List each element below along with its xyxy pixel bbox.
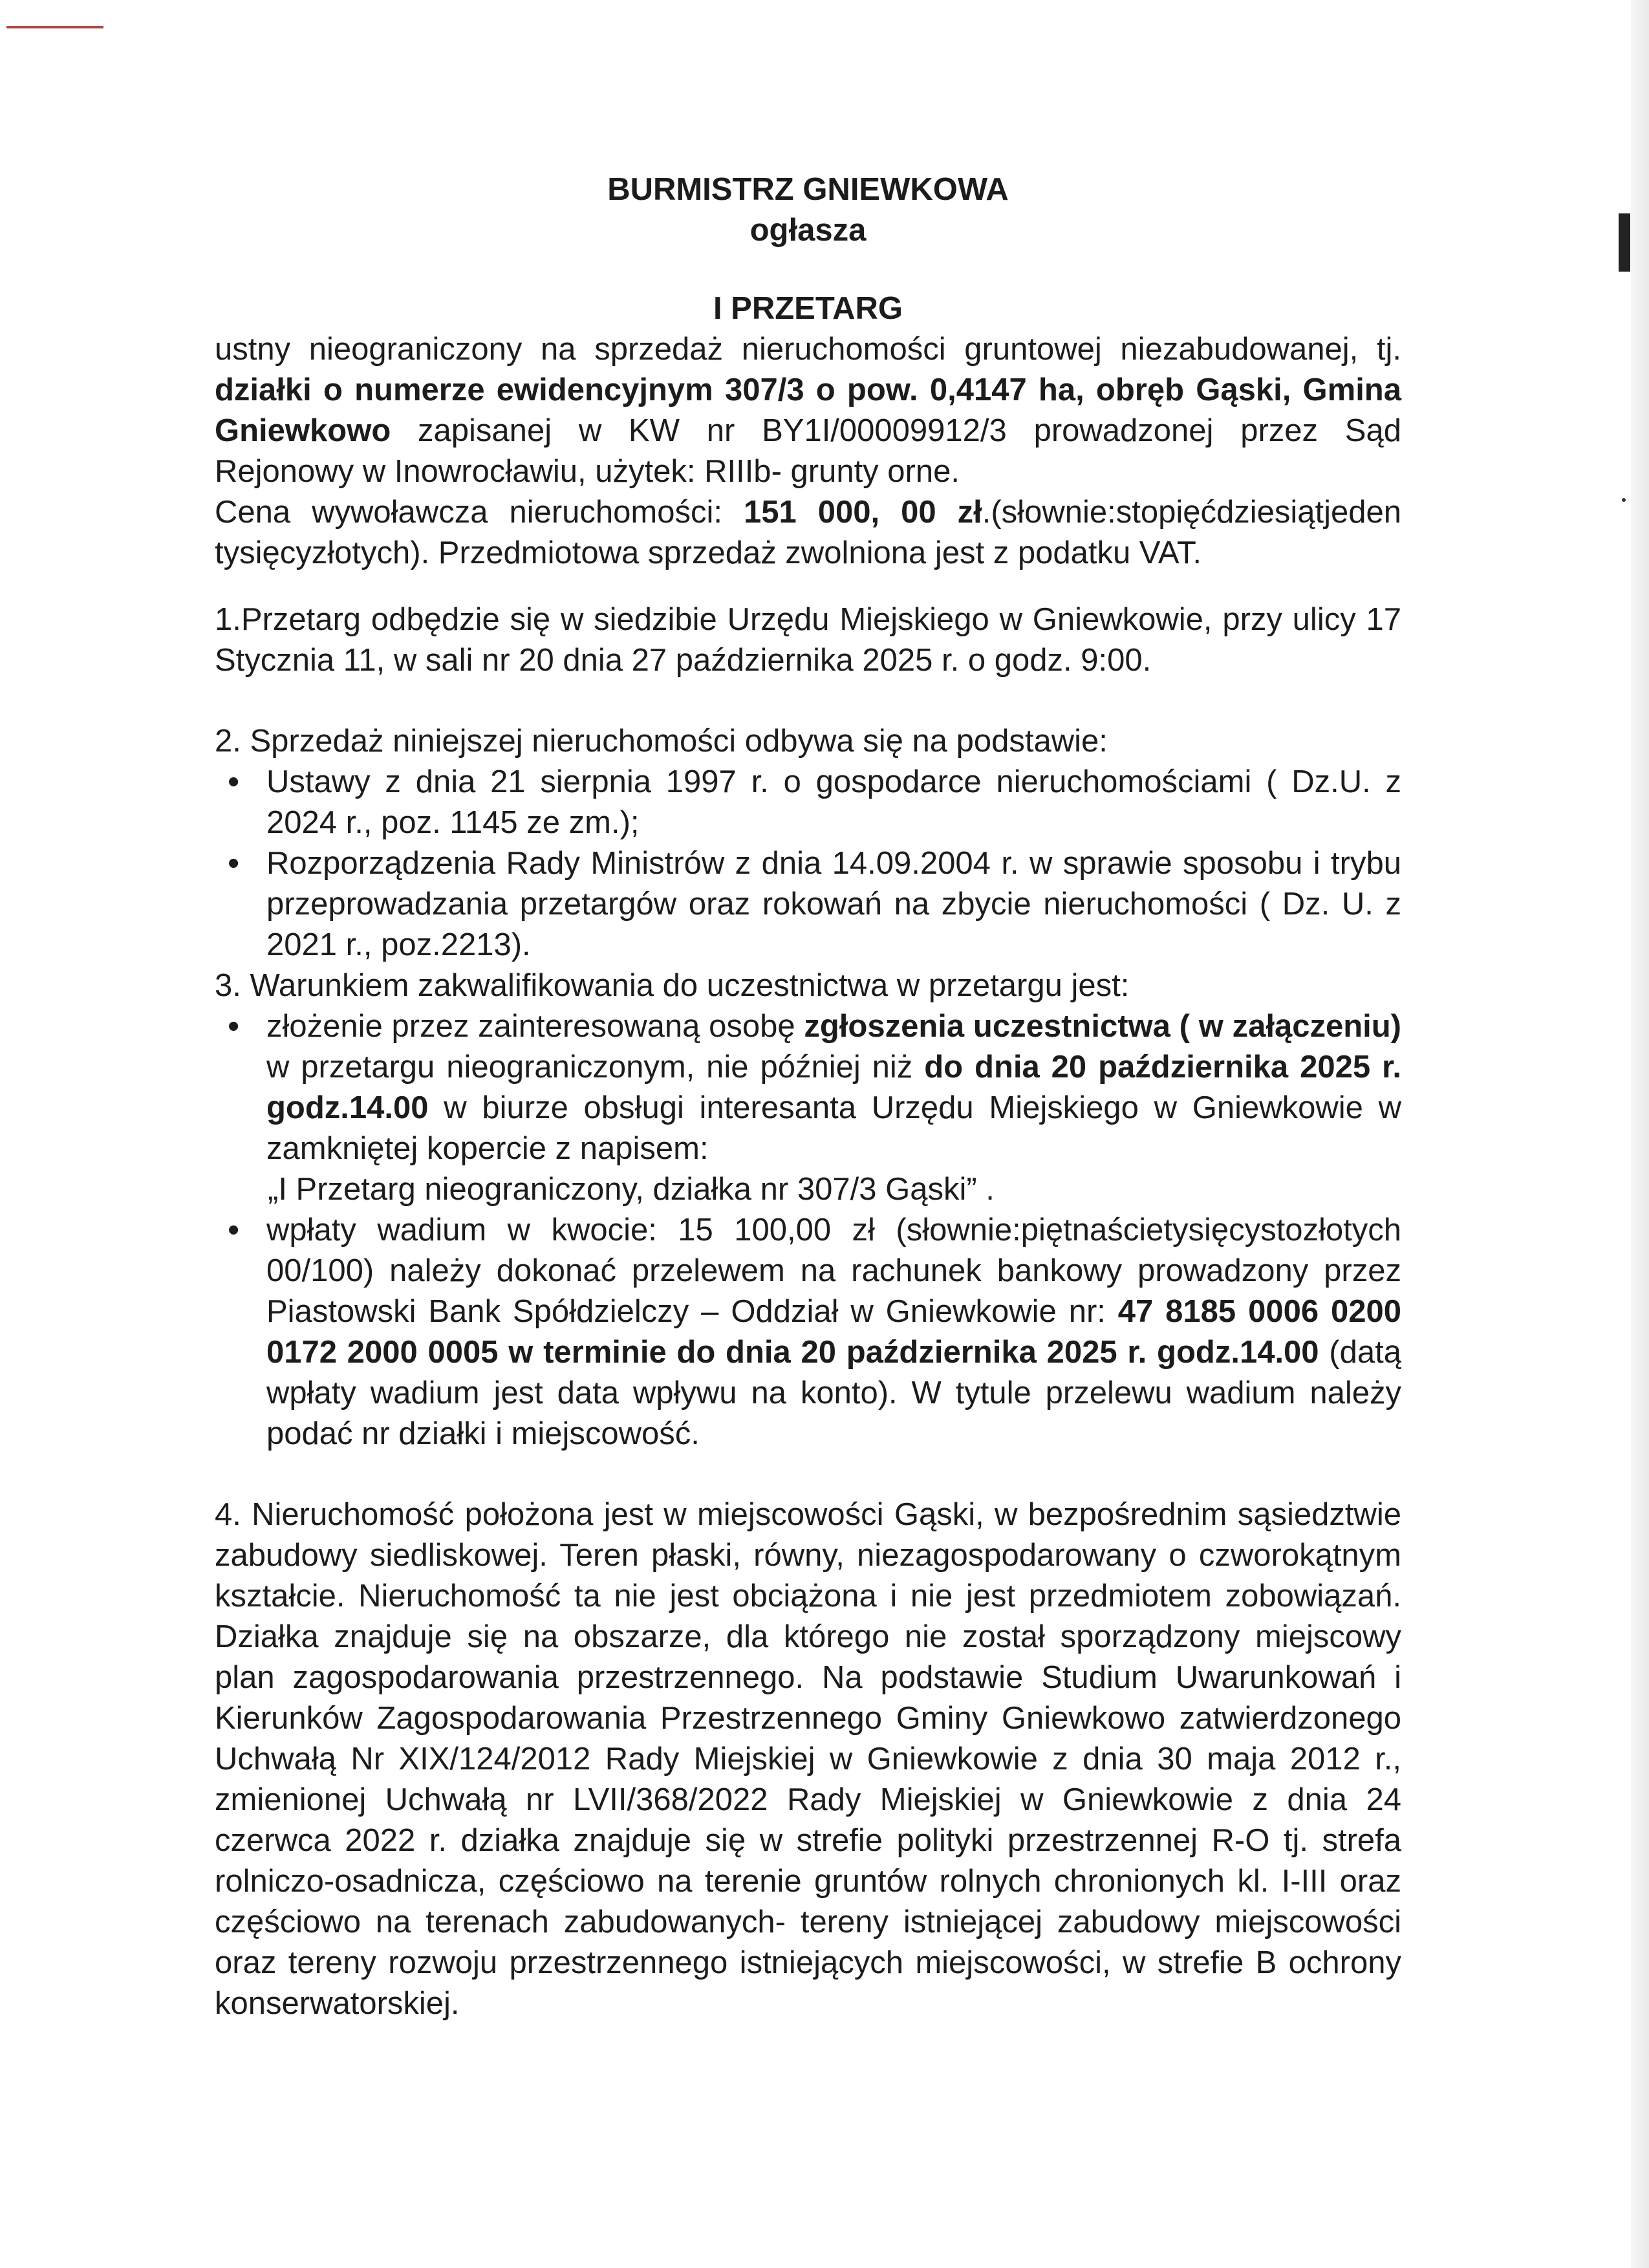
scan-artifact-bullet-right bbox=[1619, 213, 1630, 272]
deadline: do dnia 20 października 2025 r. godz.14.00 bbox=[266, 1050, 1401, 1125]
list-item-text: Ustawy z dnia 21 sierpnia 1997 r. o gospodarce nieruchomościami ( Dz.U. z 2024 r., poz. 1145 ze zm.); bbox=[266, 764, 1401, 840]
bank-account-and-deadline: 47 8185 0006 0200 0172 2000 0005 w terminie do dnia 20 października 2025 r. godz.14.00 bbox=[266, 1294, 1401, 1370]
scan-edge bbox=[1631, 0, 1649, 2268]
list-item-text: złożenie przez zainteresowaną osobę bbox=[266, 1009, 804, 1044]
price-text: .(słownie:stopięćdziesiątjeden tysięcyzłotych). Przedmiotowa sprzedaż zwolniona jest z podatku VAT. bbox=[215, 495, 1401, 570]
price-label: Cena wywoławcza nieruchomości: bbox=[215, 495, 744, 530]
price-paragraph bbox=[215, 492, 1401, 574]
bullet-icon: • bbox=[228, 1008, 240, 1045]
scan-artifact-top-left bbox=[6, 26, 103, 28]
intro-paragraph bbox=[215, 329, 1401, 492]
section-3-lead: 3. Warunkiem zakwalifikowania do uczestnictwa w przetargu jest: bbox=[215, 968, 1130, 1003]
section-4: 4. Nieruchomość położona jest w miejscowości Gąski, w bezpośrednim sąsiedztwie zabudowy siedliskowej. Teren płaski, równy, niezagospodarowany o czworokątnym kształcie. Nieruchomość ta nie jest obciążona i nie jest przedmiotem zobowiązań. Działka znajduje się na obszarze, dla którego nie został sporządzony miejscowy plan zagospodarowania przestrzennego. Na podstawie Studium Uwarunkowań i Kierunków Zagospodarowania Przestrzennego Gminy Gniewkowo zatwierdzonego Uchwałą Nr XIX/124/2012 Rady Miejskiej w Gniewkowie z dnia 30 maja 2012 r., zmienionej Uchwałą nr LVII/368/2022 Rady Miejskiej w Gniewkowie z dnia 24 czerwca 2022 r. działka znajduje się w strefie polityki przestrzennej R-O tj. strefa rolniczo-osadnicza, częściowo na terenie gruntów rolnych chronionych kl. I-III oraz częściowo na terenach zabudowanych- tereny istniejącej zabudowy miejscowości oraz tereny rozwoju przestrzennego istniejących miejscowości, w strefie B ochrony konserwatorskiej. bbox=[215, 1497, 1401, 2021]
scan-artifact-dot-right bbox=[1622, 498, 1626, 502]
section-1: 1.Przetarg odbędzie się w siedzibie Urzędu Miejskiego w Gniewkowie, przy ulicy 17 Stycznia 11, w sali nr 20 dnia 27 października 2025 r. o godz. 9:00. bbox=[215, 602, 1401, 678]
list-item-text: Rozporządzenia Rady Ministrów z dnia 14.09.2004 r. w sprawie sposobu i trybu przeprowadzania przetargów oraz rokowań na zbycie nieruchomości ( Dz. U. z 2021 r., poz.2213). bbox=[266, 846, 1401, 962]
intro-text-c: zapisanej w KW nr BY1I/00009912/3 prowadzonej przez Sąd Rejonowy w Inowrocławiu, użytek: RIIIb- grunty orne. bbox=[215, 413, 1401, 489]
list-item-text: wpłaty wadium w kwocie: 15 100,00 zł (słownie:piętnaścietysięcystozłotych 00/100) należy dokonać przelewem na rachunek bankowy prowadzony przez Piastowski Bank Spółdzielczy – Oddział w Gniewkowie nr: bbox=[266, 1213, 1401, 1329]
price-value: 151 000, 00 zł bbox=[743, 495, 982, 530]
section-2-lead: 2. Sprzedaż niniejszej nieruchomości odbywa się na podstawie: bbox=[215, 724, 1108, 759]
document-page bbox=[215, 162, 1401, 2024]
przetarg-heading: I PRZETARG bbox=[713, 291, 903, 326]
bullet-icon: • bbox=[228, 1211, 240, 1249]
list-item bbox=[215, 843, 1401, 966]
section-3-list-2 bbox=[215, 1210, 1401, 1454]
list-item bbox=[215, 1210, 1401, 1454]
plot-description: działki o numerze ewidencyjnym 307/3 o pow. 0,4147 ha, obręb Gąski, Gmina Gniewkowo bbox=[215, 373, 1401, 448]
document-subtitle: ogłasza bbox=[749, 213, 867, 248]
list-item-text: (datą wpłaty wadium jest data wpływu na konto). W tytule przelewu wadium należy podać nr działki i miejscowość. bbox=[266, 1335, 1401, 1451]
list-item bbox=[215, 1006, 1401, 1169]
section-2-list bbox=[215, 762, 1401, 966]
application-form: zgłoszenia uczestnictwa ( w załączeniu) bbox=[804, 1009, 1401, 1044]
bullet-icon: • bbox=[228, 763, 240, 801]
bullet-icon: • bbox=[228, 845, 240, 882]
list-item bbox=[215, 762, 1401, 843]
section-3-list bbox=[215, 1006, 1401, 1169]
list-item-text: w biurze obsługi interesanta Urzędu Miejskiego w Gniewkowie w zamkniętej kopercie z napisem: bbox=[266, 1090, 1401, 1166]
envelope-label: „I Przetarg nieograniczony, działka nr 307/3 Gąski” . bbox=[268, 1172, 995, 1207]
intro-text-a: ustny nieograniczony na sprzedaż nieruchomości gruntowej niezabudowanej, tj. bbox=[215, 332, 1401, 367]
document-title: BURMISTRZ GNIEWKOWA bbox=[607, 172, 1009, 207]
list-item-text: w przetargu nieograniczonym, nie później niż bbox=[266, 1050, 925, 1085]
